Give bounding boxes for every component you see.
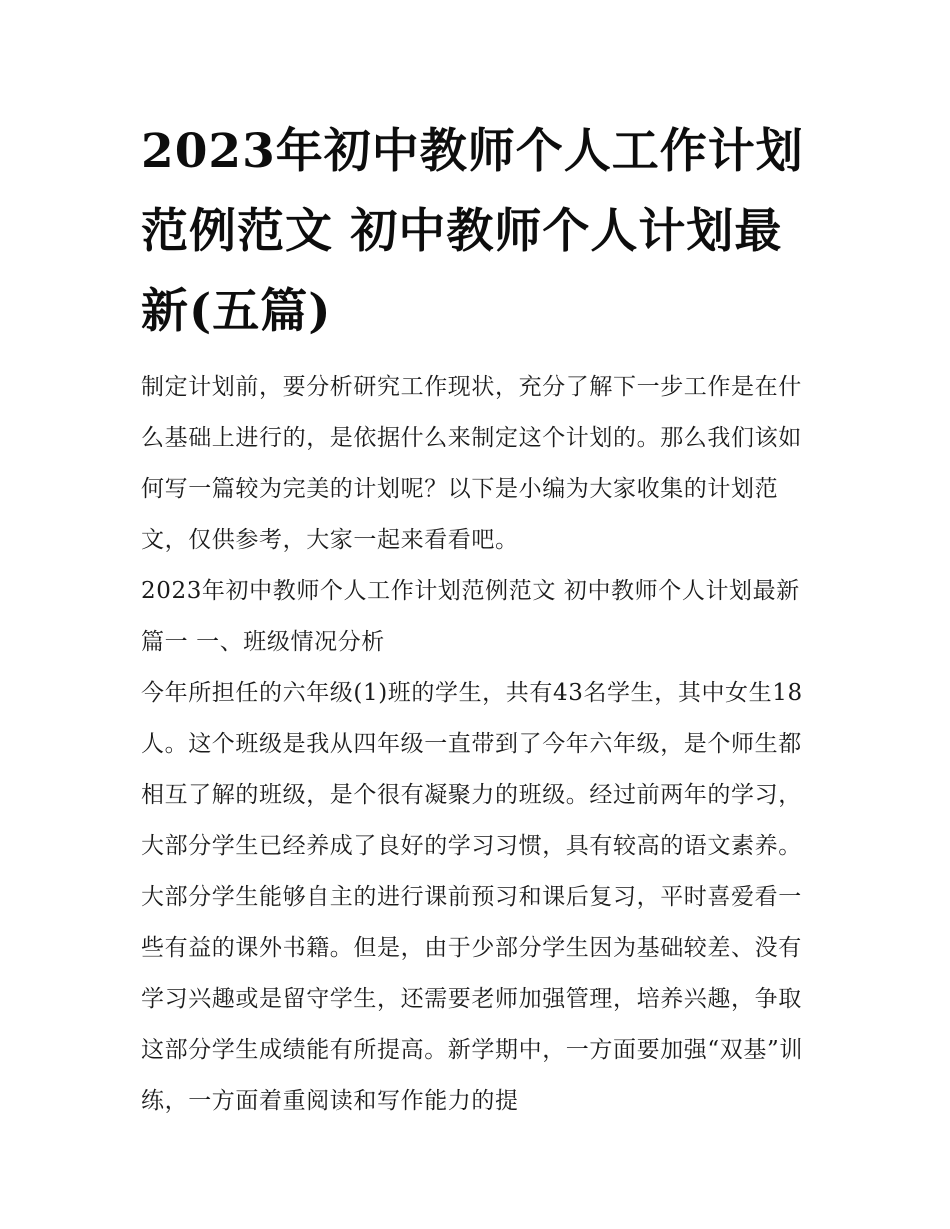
section-heading: 2023年初中教师个人工作计划范例范文 初中教师个人计划最新篇一 一、班级情况分析 — [141, 578, 800, 655]
intro-paragraph: 制定计划前，要分析研究工作现状，充分了解下一步工作是在什么基础上进行的，是依据什么来制定这个计划的。那么我们该如何写一篇较为完美的计划呢？以下是小编为大家收集的计划范文，仅供参考，大家一起来看看吧。 — [141, 374, 802, 553]
document-content — [141, 112, 813, 1127]
body-paragraph: 今年所担任的六年级(1)班的学生，共有43名学生，其中女生18人。这个班级是我从四年级一直带到了今年六年级，是个师生都相互了解的班级，是个很有凝聚力的班级。经过前两年的学习，大部分学生已经养成了良好的学习习惯，具有较高的语文素养。大部分学生能够自主的进行课前预习和课后复习，平时喜爱看一些有益的课外书籍。但是，由于少部分学生因为基础较差、没有学习兴趣或是留守学生，还需要老师加强管理，培养兴趣，争取这部分学生成绩能有所提高。新学期中，一方面要加强“双基”训练，一方面着重阅读和写作能力的提 — [141, 680, 803, 1114]
document-title: 2023年初中教师个人工作计划范例范文 初中教师个人计划最新(五篇) — [141, 124, 804, 339]
